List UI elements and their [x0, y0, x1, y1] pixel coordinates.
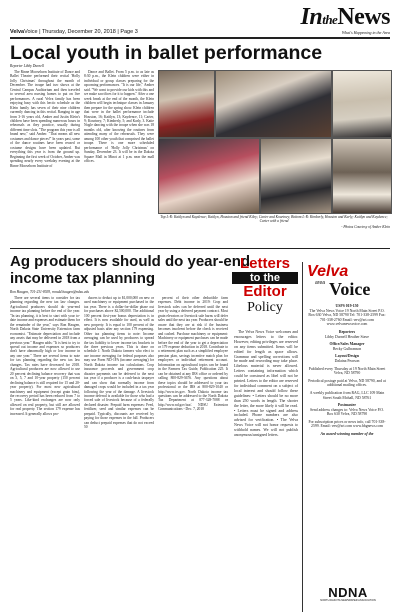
header-date: Thursday, December 20, 2018	[41, 29, 116, 35]
sidebar-logo	[307, 264, 387, 300]
sidebar-address: The Velva News Voice 19 North Main Street P.O. Box 630 Velva, ND 58790 Tel: 701-338-2599 Fax: 701-338-2760 Email: vnv@srt.com www.velvanewsvoice.com	[308, 308, 386, 327]
story2-column-1: There are several items to consider for tax planning regarding the new tax law changes. Agricultural producers should do year-end income tax planning before the end of the year. "In tax planning, it is best to start with your to-date income and expenses and estimate them for the remainder of the year," says Ron Haugen, North Dakota State University Extension farm economist. "Estimate depreciation and include any assets that may be delivered in 2018 from a previous year." Haugen adds: "It is best to try to spread out income and expenses so producers don't have abnormally high or low income in any one year." There are several items to note for tax planning regarding the new tax law changes. Tax rates have decreased for 2018. Agricultural producers are now allowed to use 20 percent declining balance recovery that was on 3, 5, 7 and 10-year property (150 percent declining balance is still required for 15 and 20-year property). For most new agricultural machinery and equipment (except grain bins), the recovery period has been reduced from 7 to 5 years. Like-kind exchanges are now only allowed on real property, but still are allowed for real property. The section 179 expense has increased. It generally allows pro-	[10, 296, 80, 416]
brand-the: the	[322, 12, 338, 27]
sidebar-subscription: For subscription prices or news info, call 701-338-2599. Email: vnv@srt.com www.bbgnews.com	[308, 419, 386, 429]
sidebar-reporters: Libby Durnell Heather Stave	[325, 334, 369, 339]
story1-photo-credit: - Photos Courtesy of Amber Klein	[341, 225, 390, 229]
letters-word-2: to the	[232, 272, 298, 284]
ndna-logo	[313, 586, 383, 602]
story2-headline-line-2: income tax planning	[10, 270, 156, 287]
story2-column-3: percent of their other deductible farm expenses. Debt income in 2019: Crop and livestock sales can be deferred until the next year by using a deferred payment contract. Most grain elevators or livestock sale barns will defer sales until the next tax year. Producers should be aware that they are at risk if the business becomes insolvent before the check is received and cashed. Purchase machinery or equipment: Machinery or equipment purchases can be made before the end of the year to get a depreciation or 179 expense deduction in 2018. Contribute to a retirement plan such as a simplified employee pension plan, savings incentive match plan for employees or individual retirement account. Information on agricultural topics can be found in the Farmers Tax Guide, Publication 225. It can be obtained at any IRS office or ordered by calling 800-829-3676. Any questions about these topics should be addressed to your tax professional or the IRS at 800-829-1040 or http://www.irs.gov. North Dakota income tax questions can be addressed to the North Dakota Tax Department at 877-328-7088 or http://www.nd.gov/tax/. NDSU Extension Communications - Dec. 7, 2018	[158, 296, 228, 412]
story1-column-1: The Rinne Moosehorn Institute of Dance and Ballet Theatre performed their recital 'Holly Jolly Christmas' throughout the month of December. The troupe had two shows at the Central Campus Auditorium and then traveled to several area nursing homes to put on live performances. A rural Velva family has been enjoying busy with this hectic schedule as the Klein family has seven of their nine children currently dancing in this recital. Ranging in age from 3-16 years old, Amber and Justin Klein's children have been spending numerous hours in rehearsals as they practice, usually during different time slots. "The program this year is all brand new," said Amber. "That means all new costumes and dance pieces!" In years past, some of the dance routines have been reused or costume designs have been updated. But everything this year is from the ground up. Beginning the first week of October, Amber was spending nearly every weekday evening at the Rinne Moosehorn Institute of	[10, 70, 80, 168]
sidebar-reporters-heading: Reporters	[338, 329, 356, 334]
photo-kaitlyn-kaydence-2	[260, 138, 332, 214]
story2-column-2: ducers to deduct up to $1,000,000 on new or used machinery or equipment purchased in the tax year. There is a dollar-for-dollar phase out for purchases above $2,500,000. The additional 100 percent first-year bonus depreciation is in effect. It is now available for used, as well as new property. It is equal to 100 percent of the adjusted basis after any section 179 expensing. Other tax planning items to note: Income averaging can be used by producers to spread the tax liability to lower income tax brackets in the three previous years. This is done on schedule J. North Dakota farmers who elect to use income averaging for federal purposes also may use Form ND-1FA (income averaging) for North Dakota income tax calculations. Crop insurance proceeds and government crop disaster payments can be deferred to the next tax year if a producer is a cash-basis taxpayer and can show that normally income from damaged crops would be included in a tax year following the year of the damage. A livestock income deferral is available for those who had a forced sale of livestock because of a federally declared disaster. Prepaid farm expenses: Feed, fertilizer, seed and similar expenses can be prepaid. Typically, discounts are received by paying for those expenses in the fall. Producers can deduct prepaid expenses that do not exceed 50	[84, 296, 154, 430]
sidebar-logo-area: area	[315, 280, 326, 286]
header-page: Page 3	[120, 29, 138, 35]
sidebar-logo-top: Velva	[307, 263, 349, 280]
sidebar-layout-heading: Layout/Design	[335, 354, 359, 359]
photo-carter-friend	[332, 138, 392, 214]
sidebar-info	[307, 304, 387, 437]
story2-byline: Ron Haugen, 701-231-8593, ronald.haugen@ndsu.edu	[10, 290, 90, 294]
story1-byline: Reporter Libby Durnell	[10, 64, 44, 68]
masthead-brand	[210, 4, 390, 30]
story1-headline: Local youth in ballet performance	[10, 42, 323, 64]
letters-word-4: Policy	[247, 300, 283, 315]
letters-title	[232, 256, 298, 316]
photo-kaitlyn-kaydence	[158, 70, 215, 138]
sidebar-postage: Periodical postage paid at Velva, ND 58790, and at additional mailing offices.	[308, 378, 386, 388]
header-paper: VelvaVoice	[10, 29, 38, 35]
ndna-logo-text: NDNA	[328, 585, 368, 600]
ndna-logo-subtitle: NORTH DAKOTA NEWSPAPER ASSOCIATION	[320, 599, 376, 602]
sidebar-postmaster-heading: Postmaster	[337, 403, 357, 408]
staff-sidebar	[302, 262, 391, 612]
sidebar-award: An award-winning member of the	[320, 432, 374, 437]
letters-body: The Velva News Voice welcomes and encourages letters to the editor. However, editing privileges are reserved on any items submitted. Items will be edited for length as space allows. Grammar and spelling corrections will be made and rewording may take place. Libelous material is never allowed. Letters containing information which could be construed as libel will not be printed. Letters to the editor are reserved for individual comment on a subject of local interest and should follow these guidelines: • Letters should be no more than 250 words in length. The shorter the letter, the more likely it will be read. • Letters must be signed and address included. Phone numbers are also advised for verification. • The Velva News Voice will not honor requests to withhold names. We will not publish anonymous/unsigned letters.	[234, 330, 298, 438]
sidebar-weekly: A weekly publication from RAG, LLC 109 Main Street South Mohall, ND 58761	[309, 390, 385, 400]
brand-news: News	[337, 4, 390, 30]
sidebar-office-heading: Office/Sales Manager	[329, 342, 365, 347]
story1-caption: Top L-R: Kaitlyn and Kaydence; Kaitlyn, Houston and friend Kiley; Carter and Kourtney; Bottom L-R: Kimberly, Houston and Karly; Kaitlyn and Kaydence; Carter with a friend	[160, 215, 388, 224]
sidebar-usps: USPS 019-150	[335, 304, 359, 308]
header-line: VelvaVoice | Thursday, December 20, 2018 | Page 3	[10, 29, 138, 35]
sidebar-logo-bottom: Voice	[329, 279, 371, 299]
sidebar-postmaster: Send address changes to: Velva News Voice P.O. Box 630 Velva, ND 58790	[310, 407, 384, 417]
letters-word-1: Letters	[239, 255, 291, 272]
photo-kaitlyn-houston-kiley	[215, 70, 332, 138]
sidebar-office: Becky Gulbranson	[332, 346, 362, 351]
sidebar-layout: Dalaina Pearson	[334, 358, 360, 363]
masthead-tagline: What's Happening in the Area	[341, 30, 390, 35]
photo-kimberly-houston-karly	[158, 138, 260, 214]
letters-word-3: Editor	[243, 283, 287, 300]
story1-column-2: Dance and Ballet. From 5 p.m. to as late as 8:30 p.m., the Klein children were either in individual or group classes preparing for the upcoming performances. "It is our life," Amber said. "We want to provide our kids with this and we make sacrifices for it to happen." After a one week break at the end of the month, the Klein children will begin technique classes in January then prepare for the spring show. Klein children that were in the ballet performance include Houston, 16; Kaitlyn, 13; Kaydence, 11; Carter, 9; Kourtney, 7; Kimberly, 5; and Karly, 3. Katie Nogle dancing with the troupe when she was 18 months old, after knowing the routines from attending many of the rehearsals. They were among 100 other youth that comprised the ballet troupe. There is one more scheduled performance of 'Holly Jolly Christmas' on Sunday, December 23. It will be in the Dakota Square Mall in Minot at 1 p.m. near the mall offices.	[84, 70, 154, 164]
photo-carter-kourtney	[332, 70, 392, 138]
sidebar-published: Published every Thursday at 19 North Main Street Velva, ND 58790	[308, 366, 386, 376]
brand-in: In	[300, 4, 323, 30]
story2-headline-line-1: Ag producers should do year-end	[10, 253, 251, 270]
